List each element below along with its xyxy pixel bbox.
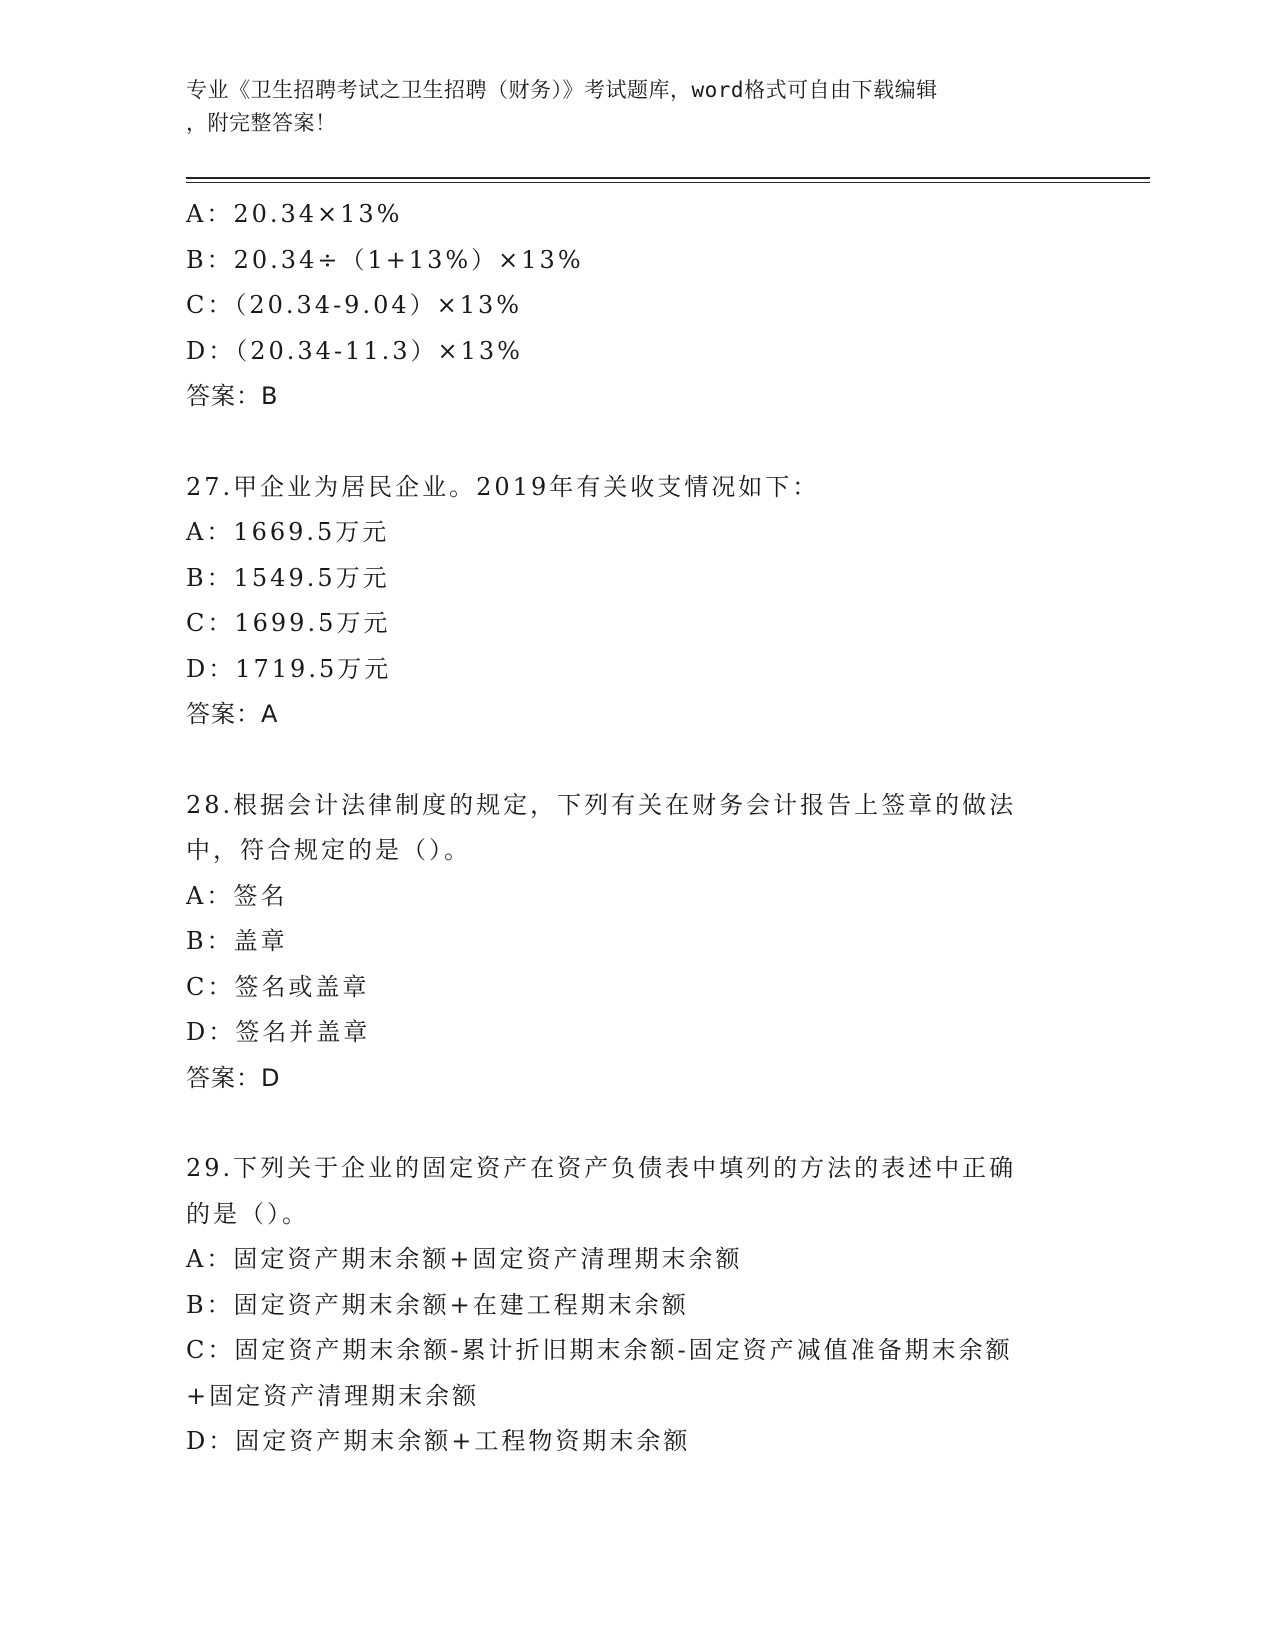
answer-line: 答案：B	[186, 382, 279, 410]
option-a: A：1669.5万元	[186, 518, 390, 546]
question-27-block	[186, 465, 1086, 738]
question-text: 27.甲企业为居民企业。2019年有关收支情况如下：	[186, 472, 820, 501]
answer-line: 答案：D	[186, 1063, 281, 1092]
document-header	[186, 74, 1066, 140]
question-26-block	[186, 192, 1086, 420]
option-d: D：（20.34-11.3）×13%	[186, 336, 523, 365]
option-c: C：（20.34-9.04）×13%	[186, 291, 523, 319]
option-b: B：固定资产期末余额+在建工程期末余额	[186, 1290, 689, 1319]
option-c: C：1699.5万元	[186, 609, 391, 637]
option-d: D：固定资产期末余额+工程物资期末余额	[186, 1427, 691, 1455]
option-a: A：签名	[186, 881, 288, 910]
option-d: D：1719.5万元	[186, 654, 392, 683]
option-b: B：20.34÷（1+13%）×13%	[186, 245, 584, 274]
question-text: 29.下列关于企业的固定资产在资产负债表中填列的方法的表述中正确	[186, 1154, 1017, 1182]
question-text: 28.根据会计法律制度的规定，下列有关在财务会计报告上签章的做法	[186, 790, 1017, 819]
header-divider-thick	[186, 177, 1150, 179]
question-text-cont: 的是（）。	[186, 1199, 309, 1228]
option-c: C：签名或盖章	[186, 972, 370, 1001]
option-a: A：20.34×13%	[186, 200, 403, 228]
header-line-1: 专业《卫生招聘考试之卫生招聘（财务）》考试题库，word格式可自由下载编辑	[186, 78, 938, 102]
option-d: D：签名并盖章	[186, 1018, 371, 1046]
question-29-block	[186, 1146, 1086, 1465]
question-text-cont: 中，符合规定的是（）。	[186, 836, 471, 864]
option-c: C：固定资产期末余额-累计折旧期末余额-固定资产减值准备期末余额	[186, 1336, 1013, 1364]
option-a: A：固定资产期末余额+固定资产清理期末余额	[186, 1245, 743, 1273]
option-b: B：1549.5万元	[186, 563, 390, 592]
question-28-block	[186, 783, 1086, 1102]
header-divider-thin	[186, 182, 1150, 183]
answer-line: 答案：A	[186, 700, 279, 728]
question-list	[186, 192, 1086, 1465]
header-line-2: ，附完整答案！	[186, 111, 337, 135]
option-c-cont: +固定资产清理期末余额	[186, 1381, 480, 1410]
option-b: B：盖章	[186, 927, 288, 955]
